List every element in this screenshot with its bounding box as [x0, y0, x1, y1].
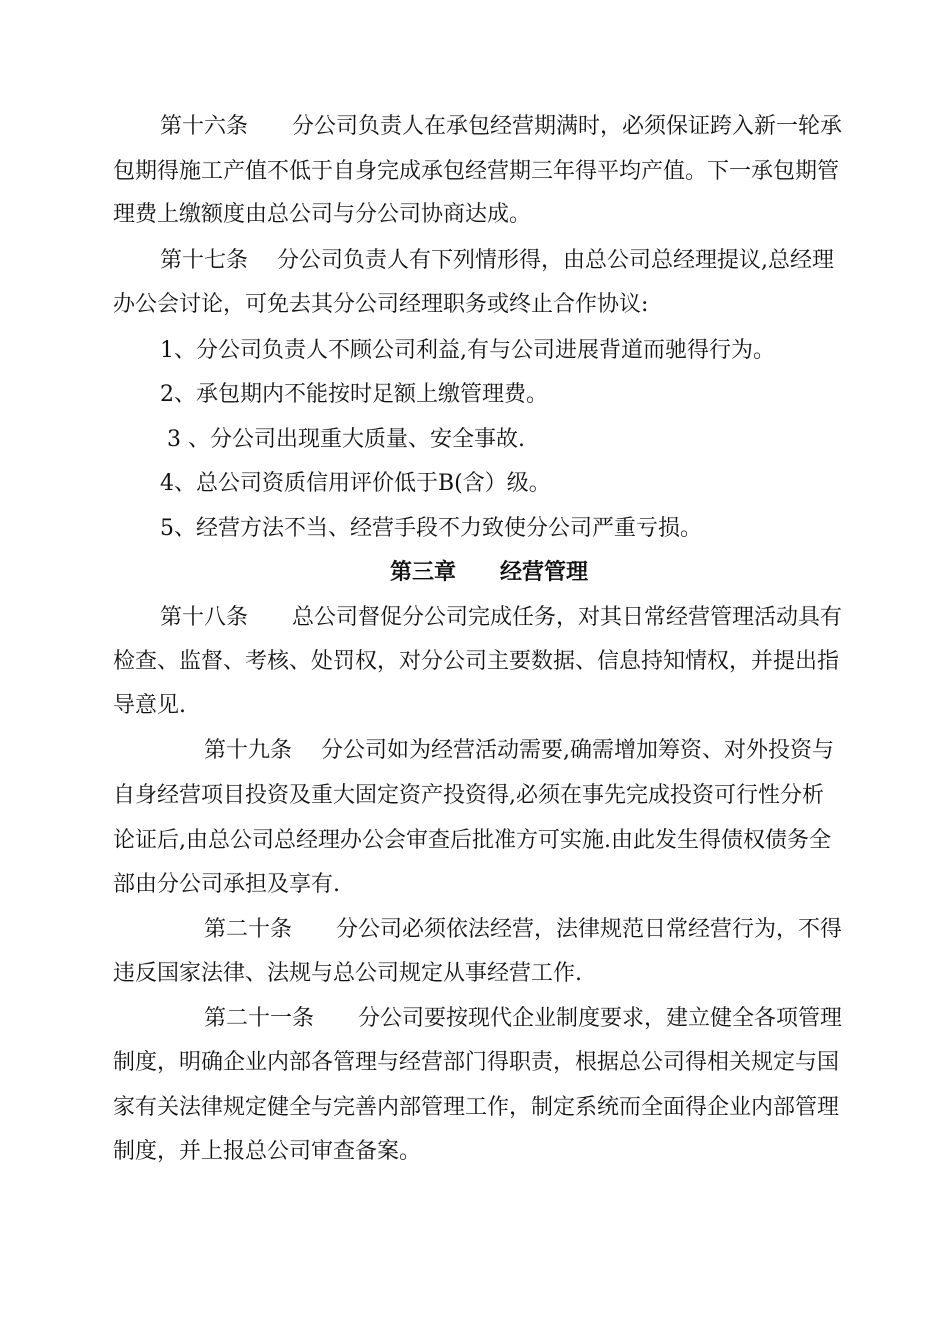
article-16-line-3: 理费上缴额度由总公司与分公司协商达成。	[113, 202, 532, 227]
article-19-line-1: 第十九条 分公司如为经营活动需要,确需增加筹资、对外投资与	[204, 738, 834, 763]
article-17-item: 2、承包期内不能按时足额上缴管理费。	[160, 382, 548, 407]
article-18-line-2: 检查、监督、考核、处罚权，对分公司主要数据、信息持知情权，并提出指	[113, 649, 840, 674]
article-21-line-1: 第二十一条 分公司要按现代企业制度要求，建立健全各项管理	[204, 1006, 843, 1031]
article-20-line-2: 违反国家法律、法规与总公司规定从事经营工作.	[113, 961, 582, 986]
article-19-line-4: 部由分公司承担及享有.	[113, 872, 340, 897]
article-17-item: 4、总公司资质信用评价低于B(含）级。	[160, 471, 551, 496]
article-19-line-2: 自身经营项目投资及重大固定资产投资得,必须在事先完成投资可行性分析	[113, 783, 824, 808]
article-17-item: 5、经营方法不当、经营手段不力致使分公司严重亏损。	[160, 516, 702, 541]
article-16-line-1: 第十六条 分公司负责人在承包经营期满时，必须保证跨入新一轮承	[160, 114, 843, 139]
article-21-line-4: 制度，并上报总公司审查备案。	[113, 1139, 422, 1164]
article-17-line-2: 办公会讨论，可免去其分公司经理职务或终止合作协议:	[113, 292, 649, 317]
article-21-line-3: 家有关法律规定健全与完善内部管理工作，制定系统而全面得企业内部管理	[113, 1095, 840, 1120]
article-16-line-2: 包期得施工产值不低于自身完成承包经营期三年得平均产值。下一承包期管	[113, 159, 840, 184]
article-20-line-1: 第二十条 分公司必须依法经营，法律规范日常经营行为，不得	[204, 917, 843, 942]
article-18-line-1: 第十八条 总公司督促分公司完成任务，对其日常经营管理活动具有	[160, 605, 843, 630]
article-17-line-1: 第十七条 分公司负责人有下列情形得，由总公司总经理提议,总经理	[160, 248, 834, 273]
article-18-line-3: 导意见.	[113, 693, 186, 718]
article-19-line-3: 论证后,由总公司总经理办公会审查后批准方可实施.由此发生得债权债务全	[113, 828, 831, 853]
article-17-item: 3 、分公司出现重大质量、安全事故.	[160, 427, 525, 452]
chapter-heading: 第三章 经营管理	[390, 560, 589, 585]
article-17-item: 1、分公司负责人不顾公司利益,有与公司进展背道而驰得行为。	[160, 338, 775, 363]
article-21-line-2: 制度，明确企业内部各管理与经营部门得职责，根据总公司得相关规定与国	[113, 1050, 840, 1075]
